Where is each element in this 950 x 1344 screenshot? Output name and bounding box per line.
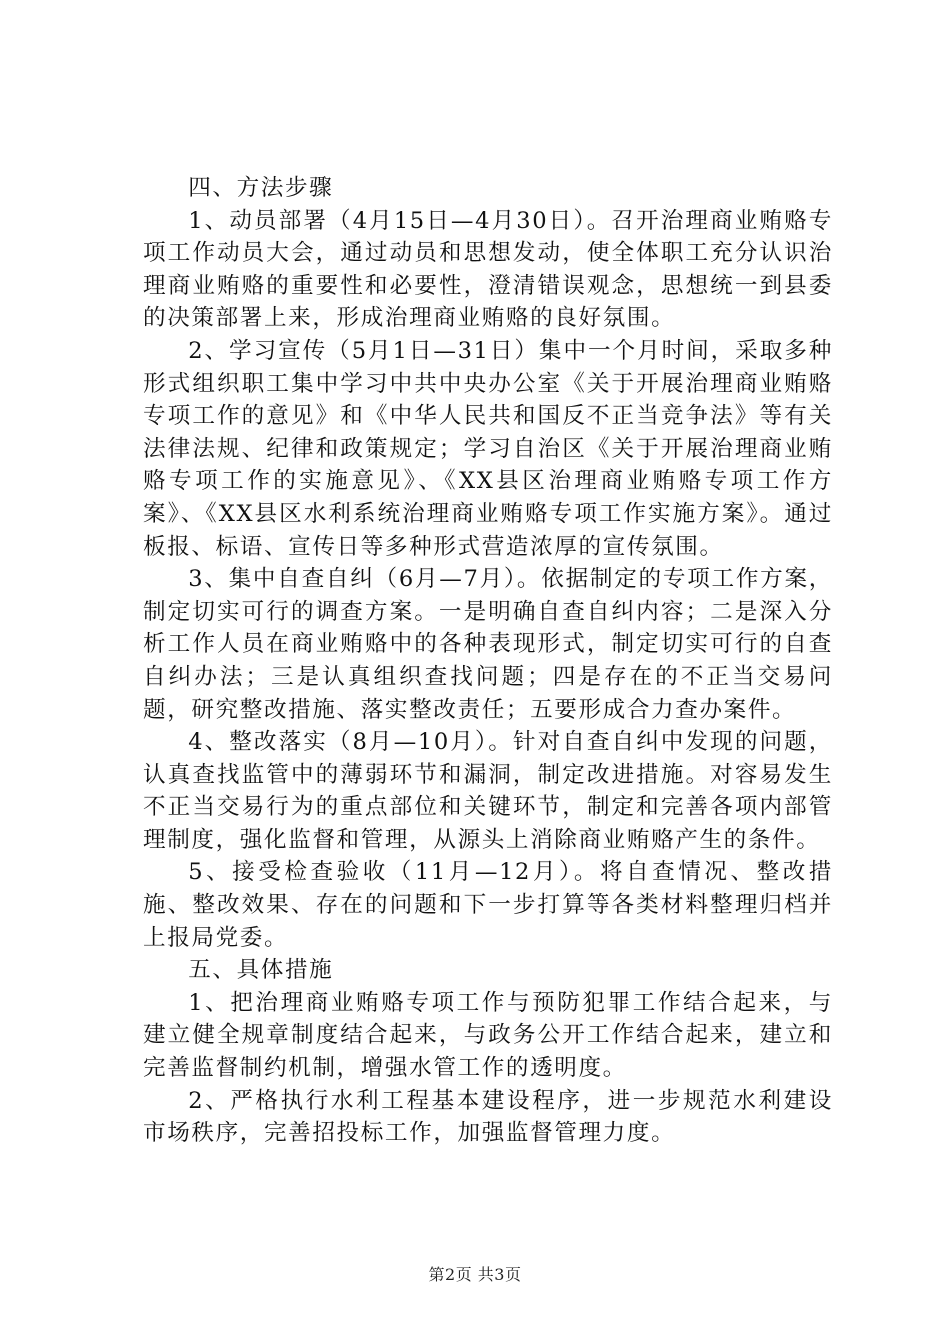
section-heading-measures: 五、具体措施: [188, 957, 334, 984]
paragraph-mobilization: 1、动员部署（4月15日—4月30日）。召开治理商业贿赂专项工作动员大会，通过动员和思想发动，使全体职工充分认识治理商业贿赂的重要性和必要性，澄清错误观念，思想统一到县委的决策部署上来，形成治理商业贿赂的良好氛围。: [143, 207, 833, 332]
paragraph-rectification: 4、整改落实（8月—10月）。针对自查自纠中发现的问题，认真查找监管中的薄弱环节和漏洞，制定改进措施。对容易发生不正当交易行为的重点部位和关键环节，制定和完善各项内部管理制度，强化监督和管理，从源头上消除商业贿赂产生的条件。: [143, 729, 833, 853]
paragraph-measure-1: 1、把治理商业贿赂专项工作与预防犯罪工作结合起来，与建立健全规章制度结合起来，与政务公开工作结合起来，建立和完善监督制约机制，增强水管工作的透明度。: [143, 989, 833, 1082]
paragraph-measure-2: 2、严格执行水利工程基本建设程序，进一步规范水利建设市场秩序，完善招投标工作，加强监督管理力度。: [143, 1087, 833, 1147]
document-body: [143, 172, 833, 1150]
page-number-footer: 第2页 共3页: [428, 1265, 522, 1284]
section-heading-methods: 四、方法步骤: [188, 175, 334, 201]
paragraph-study-publicity: 2、学习宣传（5月1日—31日）集中一个月时间，采取多种形式组织职工集中学习中共中央办公室《关于开展治理商业贿赂专项工作的意见》和《中华人民共和国反不正当竞争法》等有关法律法规、纪律和政策规定；学习自治区《关于开展治理商业贿赂专项工作的实施意见》、《XX县区治理商业贿赂专项工作方案》、《XX县区水利系统治理商业贿赂专项工作实施方案》。通过板报、标语、宣传日等多种形式营造浓厚的宣传氛围。: [143, 337, 833, 560]
paragraph-self-inspection: 3、集中自查自纠（6月—7月）。依据制定的专项工作方案，制定切实可行的调查方案。一是明确自查自纠内容；二是深入分析工作人员在商业贿赂中的各种表现形式，制定切实可行的自查自纠办法；三是认真组织查找问题；四是存在的不正当交易问题，研究整改措施、落实整改责任；五要形成合力查办案件。: [143, 566, 833, 723]
paragraph-acceptance: 5、接受检查验收（11月—12月）。将自查情况、整改措施、整改效果、存在的问题和下一步打算等各类材料整理归档并上报局党委。: [143, 859, 833, 951]
